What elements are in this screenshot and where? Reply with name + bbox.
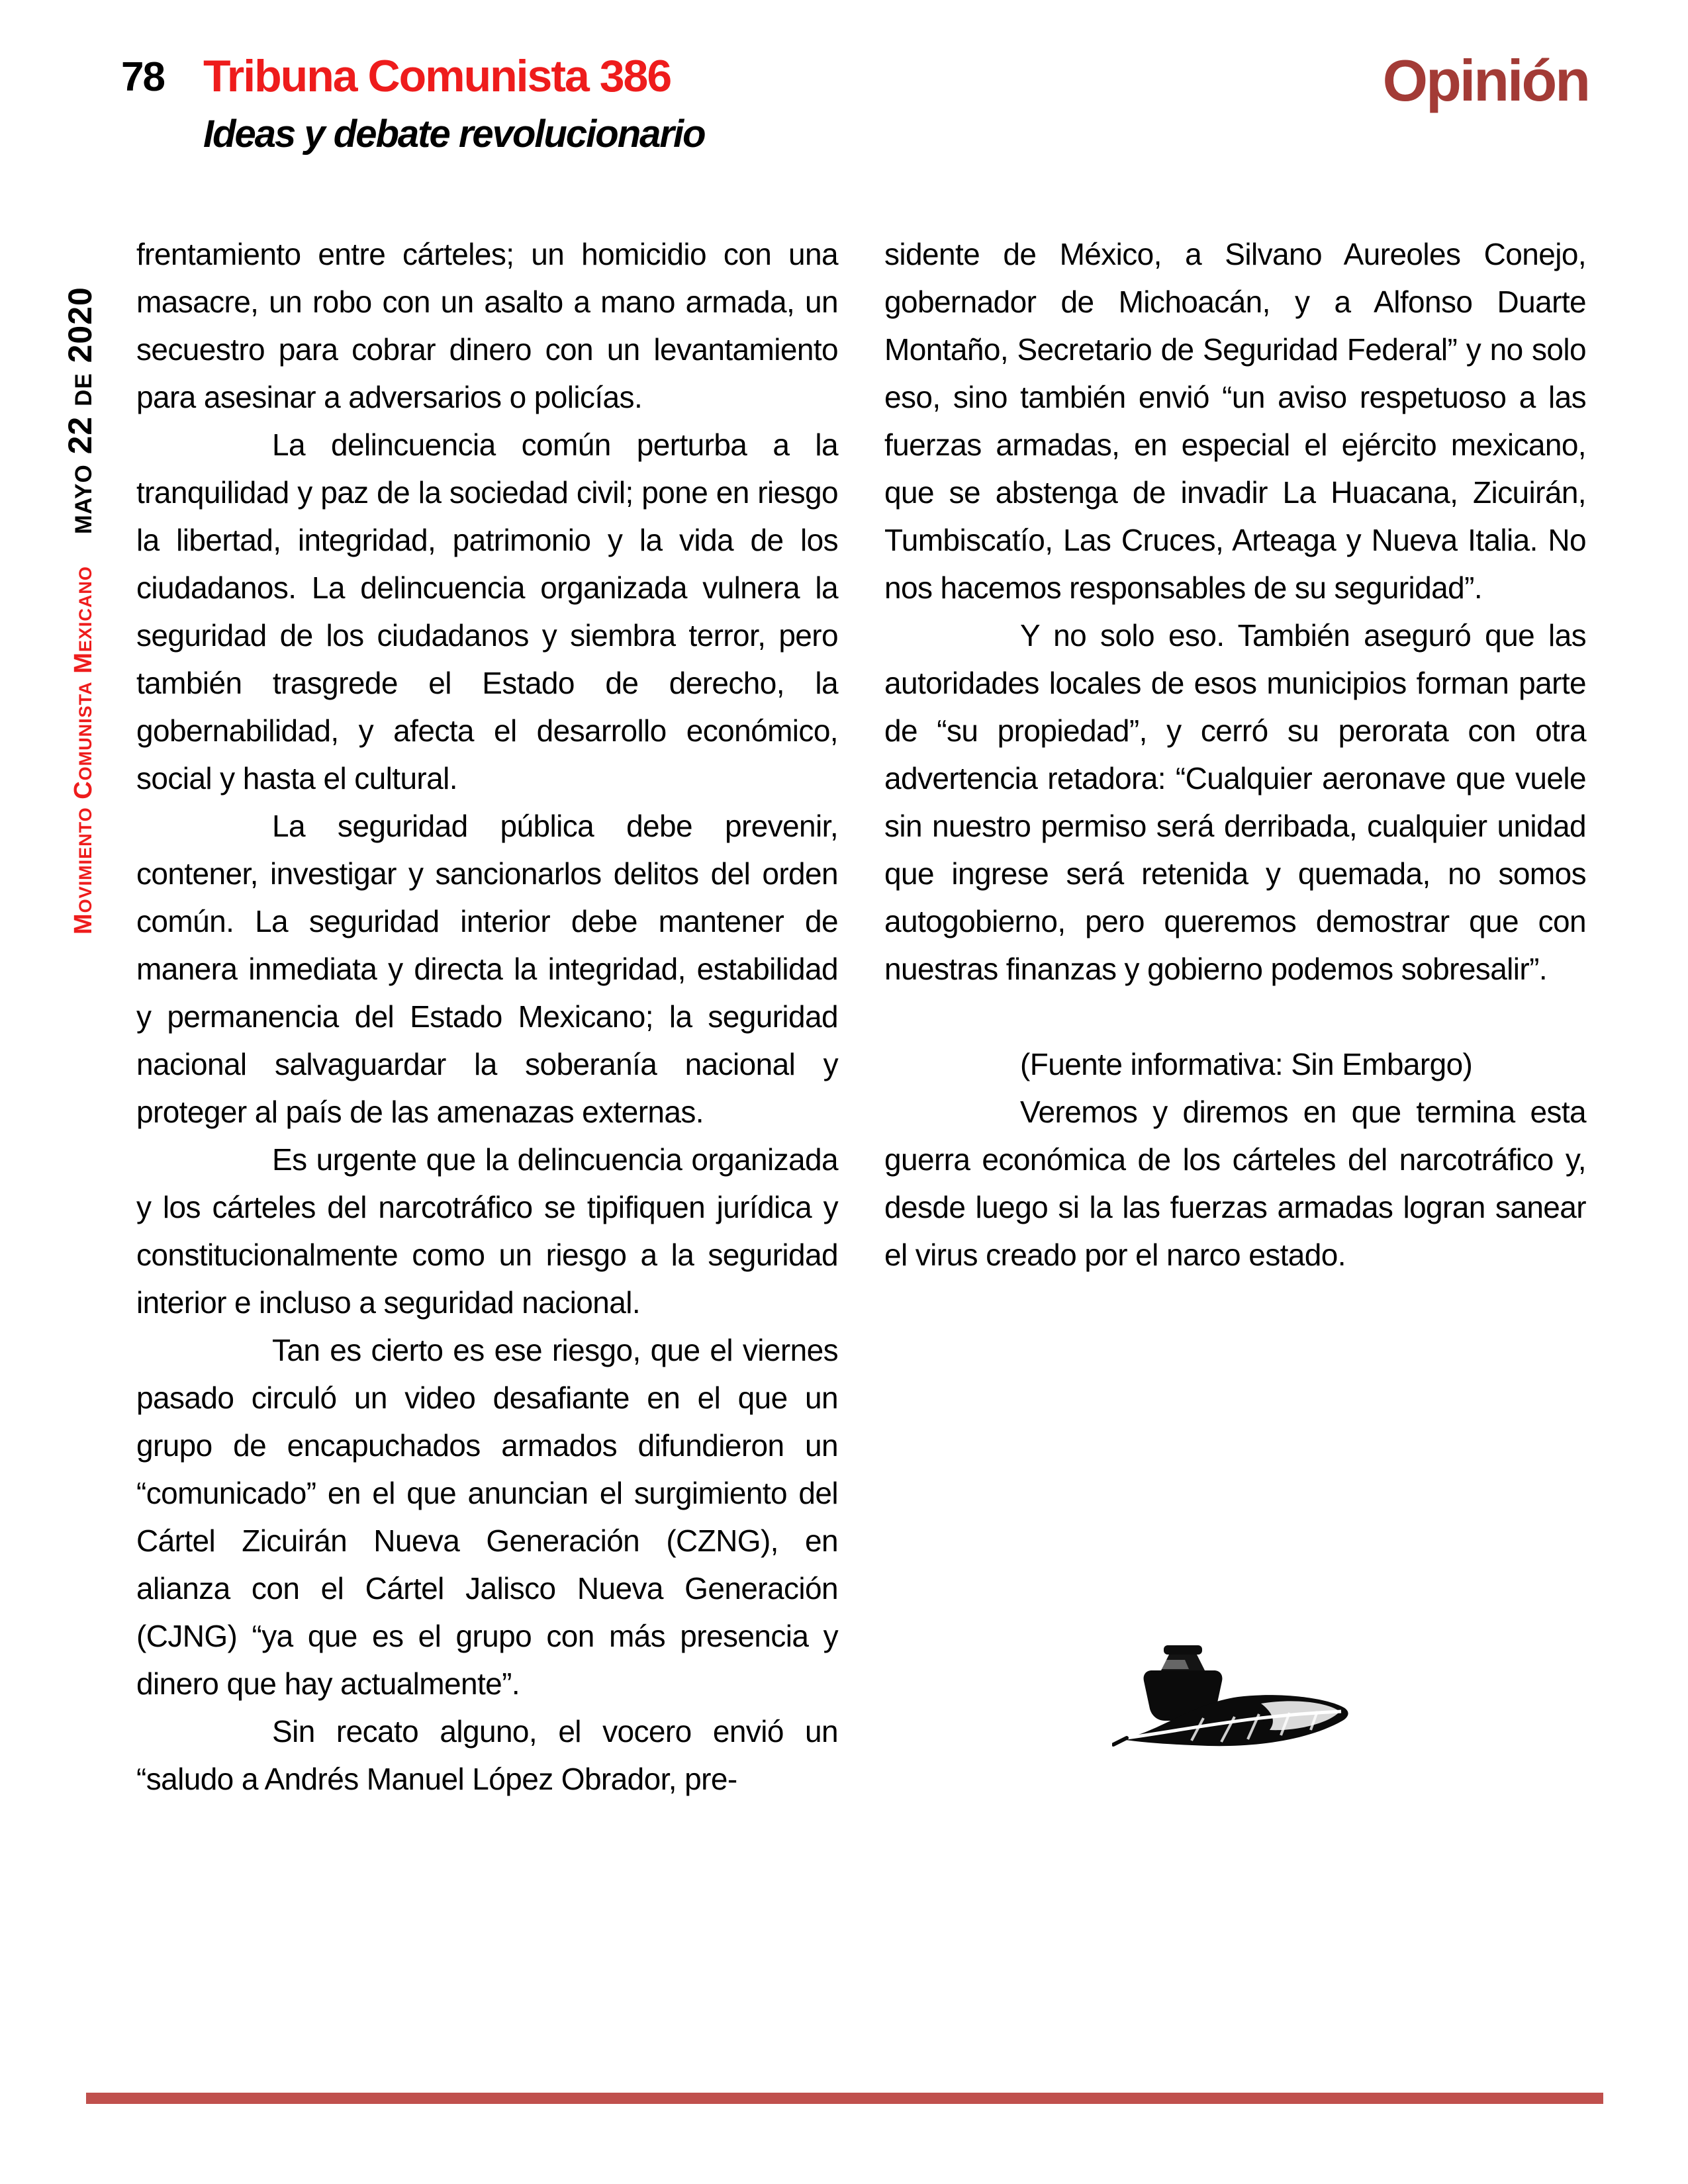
article-paragraph: Tan es cierto es ese riesgo, que el viernes pasado circuló un video desafiante en el que un grupo de encapuchados armados difundieron un “comunicado” en el que anuncian el surgimiento del Cártel Zicuirán Nueva Generación (CZNG), en alianza con el Cártel Jalisco Nueva Generación (CJNG) “ya que es el grupo con más presencia y dinero que hay actualmente”. xyxy=(136,1333,838,1701)
issue-date: mayo 22 de 2020 xyxy=(62,287,99,535)
article-column-right xyxy=(884,230,1586,1279)
article-paragraph: frentamiento entre cárteles; un homicidio con una masacre, un robo con un asalto a mano armada, un secuestro para cobrar dinero con un levantamiento para asesinar a adversarios o policías. xyxy=(136,237,838,414)
organization-name: Movimiento Comunista Mexicano xyxy=(70,566,97,934)
masthead-subtitle: Ideas y debate revolucionario xyxy=(203,113,705,156)
inkwell-cap xyxy=(1164,1645,1202,1655)
article-paragraph: sidente de México, a Silvano Aureoles Conejo, gobernador de Michoacán, y a Alfonso Duarte Montaño, Secretario de Seguridad Federal” y no solo eso, sino también envió “un aviso respetuoso a las fuerzas armadas, en especial el ejército mexicano, que se abstenga de invadir La Huacana, Zicuirán, Tumbiscatío, Las Cruces, Arteaga y Nueva Italia. No nos hacemos responsables de su seguridad”. xyxy=(884,237,1586,605)
article-paragraph: La seguridad pública debe prevenir, contener, investigar y sancionarlos delitos del orden común. La seguridad interior debe mantener de manera inmediata y directa la integridad, estabilidad y permanencia del Estado Mexicano; la seguridad nacional salvaguardar la soberanía nacional y proteger al país de las amenazas externas. xyxy=(136,809,838,1129)
article-paragraph: Es urgente que la delincuencia organizada y los cárteles del narcotráfico se tipifiquen jurídica y constitucionalmente como un riesgo a la seguridad interior e incluso a seguridad nacional. xyxy=(136,1142,838,1320)
sidebar-vertical-text xyxy=(64,287,97,934)
masthead xyxy=(203,53,705,155)
quill-nib xyxy=(1113,1738,1127,1745)
article-column-left xyxy=(136,230,838,1803)
masthead-title: Tribuna Comunista 386 xyxy=(203,51,671,101)
inkwell-highlight xyxy=(1161,1660,1189,1669)
footer-rule xyxy=(86,2093,1603,2104)
page-number: 78 xyxy=(121,54,164,100)
source-attribution: (Fuente informativa: Sin Embargo) xyxy=(1020,1047,1473,1081)
article-paragraph: Y no solo eso. También aseguró que las autoridades locales de esos municipios forman parte de “su propiedad”, y cerró su perorata con otra advertencia retadora: “Cualquier aeronave que vuele sin nuestro permiso será derribada, cualquier unidad que ingrese será retenida y quemada, no somos autogobierno, pero queremos demostrar que con nuestras finanzas y gobierno podemos sobresalir”. xyxy=(884,618,1586,986)
section-label: Opinión xyxy=(1382,48,1589,113)
article-paragraph: La delincuencia común perturba a la tranquilidad y paz de la sociedad civil; pone en riesgo la libertad, integridad, patrimonio y la vida de los ciudadanos. La delincuencia organizada vulnera la seguridad de los ciudadanos y siembra terror, pero también trasgrede el Estado de derecho, la gobernabilidad, y afecta el desarrollo económico, social y hasta el cultural. xyxy=(136,428,838,796)
article-paragraph: Sin recato alguno, el vocero envió un “saludo a Andrés Manuel López Obrador, pre- xyxy=(136,1714,838,1796)
article-paragraph: Veremos y diremos en que termina esta guerra económica de los cárteles del narcotráfico y, desde luego si la las fuerzas armadas logran sanear el virus creado por el narco estado. xyxy=(884,1095,1586,1272)
quill-inkwell-icon xyxy=(1112,1640,1357,1756)
